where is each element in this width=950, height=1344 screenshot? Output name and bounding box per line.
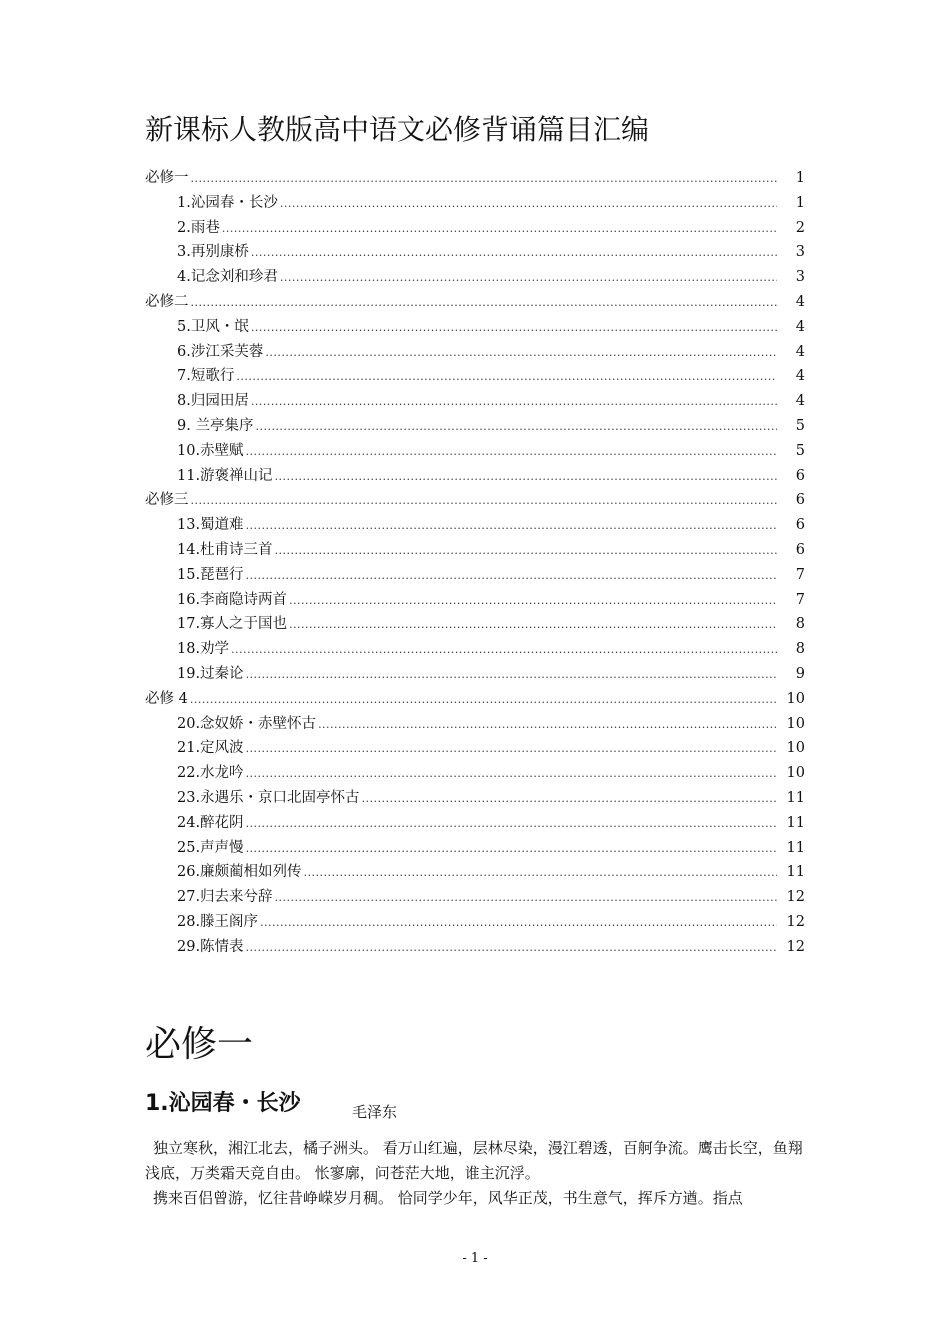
toc-entry-page: 5 <box>795 442 805 459</box>
toc-entry-page: 9 <box>795 665 805 682</box>
toc-entry[interactable] <box>145 538 805 563</box>
toc-section-entry[interactable] <box>145 488 805 513</box>
table-of-contents <box>145 166 805 960</box>
toc-dot-leader <box>191 291 778 316</box>
toc-entry-label: 6.涉江采芙蓉 <box>177 343 264 360</box>
toc-dot-leader <box>265 341 777 366</box>
toc-section-entry[interactable] <box>145 166 805 191</box>
toc-dot-leader <box>275 465 777 490</box>
toc-entry[interactable] <box>145 191 805 216</box>
toc-entry-label: 16.李商隐诗两首 <box>177 591 288 608</box>
toc-entry-label: 必修 4 <box>145 690 188 707</box>
toc-dot-leader <box>275 886 777 911</box>
page-number: - 1 - <box>462 1251 488 1266</box>
toc-dot-leader <box>246 936 777 961</box>
toc-entry-page: 10 <box>786 740 805 757</box>
toc-entry-page: 1 <box>795 194 805 211</box>
toc-dot-leader <box>246 564 777 589</box>
toc-dot-leader <box>231 638 777 663</box>
toc-entry-page: 11 <box>786 789 805 806</box>
toc-dot-leader <box>191 167 778 192</box>
toc-entry[interactable] <box>145 662 805 687</box>
toc-dot-leader <box>255 415 777 440</box>
toc-entry-label: 1.沁园春・长沙 <box>177 194 278 211</box>
toc-entry-page: 4 <box>795 318 805 335</box>
poem-paragraph: 独立寒秋，湘江北去，橘子洲头。 看万山红遍，层林尽染，漫江碧透，百舸争流。鹰击长空，鱼翔浅底，万类霜天竞自由。 怅寥廓，问苍茫大地，谁主沉浮。 <box>145 1139 803 1182</box>
toc-dot-leader <box>246 812 777 837</box>
toc-entry-label: 23.永遇乐・京口北固亭怀古 <box>177 789 360 806</box>
toc-entry-page: 12 <box>786 889 805 906</box>
toc-entry-label: 17.寡人之于国也 <box>177 616 288 633</box>
toc-dot-leader <box>280 266 777 291</box>
toc-entry-label: 19.过秦论 <box>177 665 244 682</box>
toc-entry-label: 8.归园田居 <box>177 393 249 410</box>
toc-entry-page: 11 <box>786 814 805 831</box>
toc-entry-page: 10 <box>786 765 805 782</box>
toc-entry[interactable] <box>145 265 805 290</box>
toc-entry-page: 3 <box>795 244 805 261</box>
toc-entry-label: 20.念奴娇・赤壁怀古 <box>177 715 317 732</box>
toc-entry-page: 2 <box>795 219 805 236</box>
toc-entry-page: 12 <box>786 913 805 930</box>
toc-entry[interactable] <box>145 240 805 265</box>
toc-entry-label: 10.赤壁赋 <box>177 442 244 459</box>
toc-entry-page: 1 <box>795 170 805 186</box>
poem-body <box>145 1136 810 1211</box>
toc-entry-label: 22.水龙吟 <box>177 765 244 782</box>
toc-dot-leader <box>251 316 777 341</box>
toc-section-entry[interactable] <box>145 687 805 712</box>
toc-entry[interactable] <box>145 414 805 439</box>
toc-entry-label: 9. 兰亭集序 <box>177 417 254 434</box>
toc-dot-leader <box>289 613 777 638</box>
toc-dot-leader <box>246 737 777 762</box>
toc-entry[interactable] <box>145 439 805 464</box>
toc-dot-leader <box>236 365 777 390</box>
toc-entry-page: 4 <box>795 393 805 410</box>
toc-dot-leader <box>246 440 777 465</box>
toc-dot-leader <box>275 539 777 564</box>
toc-section-entry[interactable] <box>145 290 805 315</box>
toc-entry-label: 28.滕王阁序 <box>177 913 259 930</box>
toc-dot-leader <box>246 762 777 787</box>
toc-entry-page: 10 <box>786 715 805 732</box>
toc-entry-label: 必修三 <box>145 492 189 509</box>
toc-dot-leader <box>304 861 777 886</box>
toc-entry-label: 21.定风波 <box>177 740 244 757</box>
toc-entry-page: 6 <box>795 517 805 534</box>
toc-dot-leader <box>280 192 777 217</box>
toc-entry-label: 7.短歌行 <box>177 368 235 385</box>
toc-entry-page: 12 <box>786 938 805 955</box>
toc-entry-label: 26.廉颇蔺相如列传 <box>177 864 302 881</box>
toc-entry-page: 5 <box>795 417 805 434</box>
poem-author: 毛泽东 <box>352 1103 398 1121</box>
toc-entry[interactable] <box>145 712 805 737</box>
toc-entry-label: 3.再别康桥 <box>177 244 249 261</box>
toc-dot-leader <box>222 217 777 242</box>
toc-dot-leader <box>251 241 777 266</box>
toc-entry[interactable] <box>145 389 805 414</box>
toc-entry[interactable] <box>145 860 805 885</box>
toc-entry-page: 8 <box>795 616 805 633</box>
toc-entry[interactable] <box>145 885 805 910</box>
toc-entry-label: 2.雨巷 <box>177 219 220 236</box>
toc-dot-leader <box>289 589 777 614</box>
toc-entry-page: 6 <box>795 492 805 509</box>
toc-entry-label: 29.陈情表 <box>177 938 244 955</box>
toc-entry-page: 11 <box>786 839 805 856</box>
toc-dot-leader <box>318 713 777 738</box>
toc-entry[interactable] <box>145 786 805 811</box>
toc-dot-leader <box>191 489 778 514</box>
toc-entry[interactable] <box>145 836 805 861</box>
toc-entry[interactable] <box>145 364 805 389</box>
toc-entry[interactable] <box>145 340 805 365</box>
poem-title: 1.沁园春・长沙 <box>145 1091 301 1116</box>
toc-entry-label: 11.游褒禅山记 <box>177 467 273 484</box>
toc-entry[interactable] <box>145 761 805 786</box>
toc-dot-leader <box>362 787 777 812</box>
toc-entry[interactable] <box>145 935 805 960</box>
poem-paragraph: 携来百侣曾游，忆往昔峥嵘岁月稠。 恰同学少年，风华正茂，书生意气，挥斥方遒。指点 <box>153 1189 743 1207</box>
toc-entry-page: 6 <box>795 541 805 558</box>
toc-dot-leader <box>260 911 777 936</box>
toc-entry-page: 4 <box>795 368 805 385</box>
toc-entry-label: 24.醉花阴 <box>177 814 244 831</box>
toc-entry[interactable] <box>145 464 805 489</box>
toc-entry[interactable] <box>145 612 805 637</box>
toc-dot-leader <box>246 837 777 862</box>
toc-entry[interactable] <box>145 513 805 538</box>
toc-entry-label: 25.声声慢 <box>177 839 244 856</box>
toc-entry[interactable] <box>145 811 805 836</box>
toc-entry-label: 18.劝学 <box>177 641 230 658</box>
toc-entry-page: 3 <box>795 269 805 286</box>
toc-entry-label: 必修一 <box>145 170 189 186</box>
toc-entry-label: 5.卫风・氓 <box>177 318 249 335</box>
toc-entry-page: 4 <box>795 343 805 360</box>
toc-entry-page: 10 <box>786 690 805 707</box>
toc-entry-label: 15.琵琶行 <box>177 566 244 583</box>
toc-entry-label: 4.记念刘和珍君 <box>177 269 278 286</box>
toc-entry-label: 必修二 <box>145 293 189 310</box>
toc-entry-label: 13.蜀道难 <box>177 517 244 534</box>
toc-dot-leader <box>246 514 777 539</box>
toc-entry-page: 7 <box>795 591 805 608</box>
toc-entry[interactable] <box>145 315 805 340</box>
toc-dot-leader <box>246 663 777 688</box>
toc-entry-label: 14.杜甫诗三首 <box>177 541 273 558</box>
toc-entry[interactable] <box>145 910 805 935</box>
toc-entry[interactable] <box>145 216 805 241</box>
toc-entry-page: 4 <box>795 293 805 310</box>
toc-entry[interactable] <box>145 588 805 613</box>
toc-dot-leader <box>190 688 777 713</box>
toc-dot-leader <box>251 390 777 415</box>
section-heading: 必修一 <box>145 1024 254 1065</box>
toc-entry-page: 7 <box>795 566 805 583</box>
document-title: 新课标人教版高中语文必修背诵篇目汇编 <box>145 113 650 146</box>
toc-entry[interactable] <box>145 563 805 588</box>
toc-entry[interactable] <box>145 637 805 662</box>
toc-entry[interactable] <box>145 736 805 761</box>
toc-entry-label: 27.归去来兮辞 <box>177 889 273 906</box>
toc-entry-page: 6 <box>795 467 805 484</box>
toc-entry-page: 11 <box>786 864 805 881</box>
toc-entry-page: 8 <box>795 641 805 658</box>
